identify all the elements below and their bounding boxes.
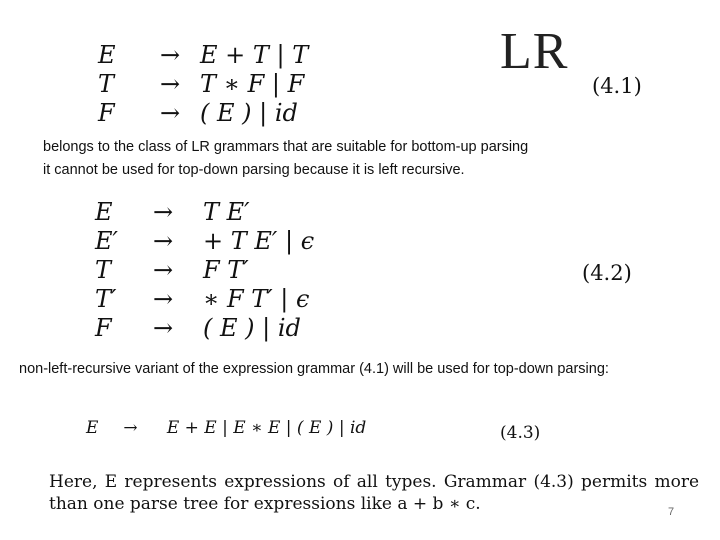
rule-lhs: T <box>95 255 112 284</box>
rule-rhs: E + E | E ∗ E | ( E ) | id <box>166 418 367 438</box>
arrow-symbol: → <box>160 40 181 69</box>
arrow-symbol: → <box>160 69 181 98</box>
rule-lhs: T′ <box>95 284 117 313</box>
grammar-rule <box>95 313 314 342</box>
rule-lhs: F <box>98 98 115 127</box>
arrow-symbol: → <box>153 226 174 255</box>
equation-label-4-1: (4.1) <box>592 74 642 98</box>
arrow-symbol: → <box>153 284 174 313</box>
grammar-4-1 <box>98 40 308 127</box>
grammar-rule <box>98 40 308 69</box>
rule-lhs: E′ <box>95 226 118 255</box>
rule-lhs: E <box>86 418 99 438</box>
grammar-rule <box>95 197 314 226</box>
rule-rhs: ( E ) | id <box>200 98 298 127</box>
grammar-rule <box>98 69 308 98</box>
rule-rhs: E + T | T <box>200 40 309 69</box>
arrow-symbol: → <box>153 313 174 342</box>
description-line-2: it cannot be used for top-down parsing because it is left recursive. <box>43 162 465 178</box>
grammar-rule <box>95 255 314 284</box>
grammar-rule <box>98 98 308 127</box>
rule-lhs: F <box>95 313 112 342</box>
rule-rhs: F T′ <box>203 255 249 284</box>
grammar-rule <box>95 226 314 255</box>
equation-label-4-3: (4.3) <box>500 423 541 443</box>
grammar-4-2 <box>95 197 314 342</box>
rule-rhs: ( E ) | id <box>203 313 301 342</box>
explanation-paragraph: Here, E represents expressions of all types. Grammar (4.3) permits more than one parse tree for expressions like a + b ∗ c. <box>49 472 699 514</box>
grammar-4-3 <box>86 418 366 438</box>
rule-lhs: E <box>95 197 113 226</box>
grammar-rule <box>95 284 314 313</box>
arrow-symbol: → <box>153 197 174 226</box>
rule-rhs: ∗ F T′ | ϵ <box>203 284 310 313</box>
rule-rhs: T ∗ F | F <box>200 69 305 98</box>
arrow-symbol: → <box>160 98 181 127</box>
description-line-1: belongs to the class of LR grammars that are suitable for bottom-up parsing <box>43 139 529 155</box>
rule-lhs: T <box>98 69 115 98</box>
arrow-symbol: → <box>153 255 174 284</box>
rule-rhs: + T E′ | ϵ <box>203 226 315 255</box>
page-number: 7 <box>668 506 675 518</box>
rule-rhs: T E′ <box>203 197 250 226</box>
arrow-symbol: → <box>123 418 138 438</box>
rule-lhs: E <box>98 40 116 69</box>
equation-label-4-2: (4.2) <box>582 261 632 285</box>
lr-title: LR <box>500 23 569 80</box>
description-line-3: non-left-recursive variant of the expression grammar (4.1) will be used for top-down parsing: <box>19 361 609 377</box>
